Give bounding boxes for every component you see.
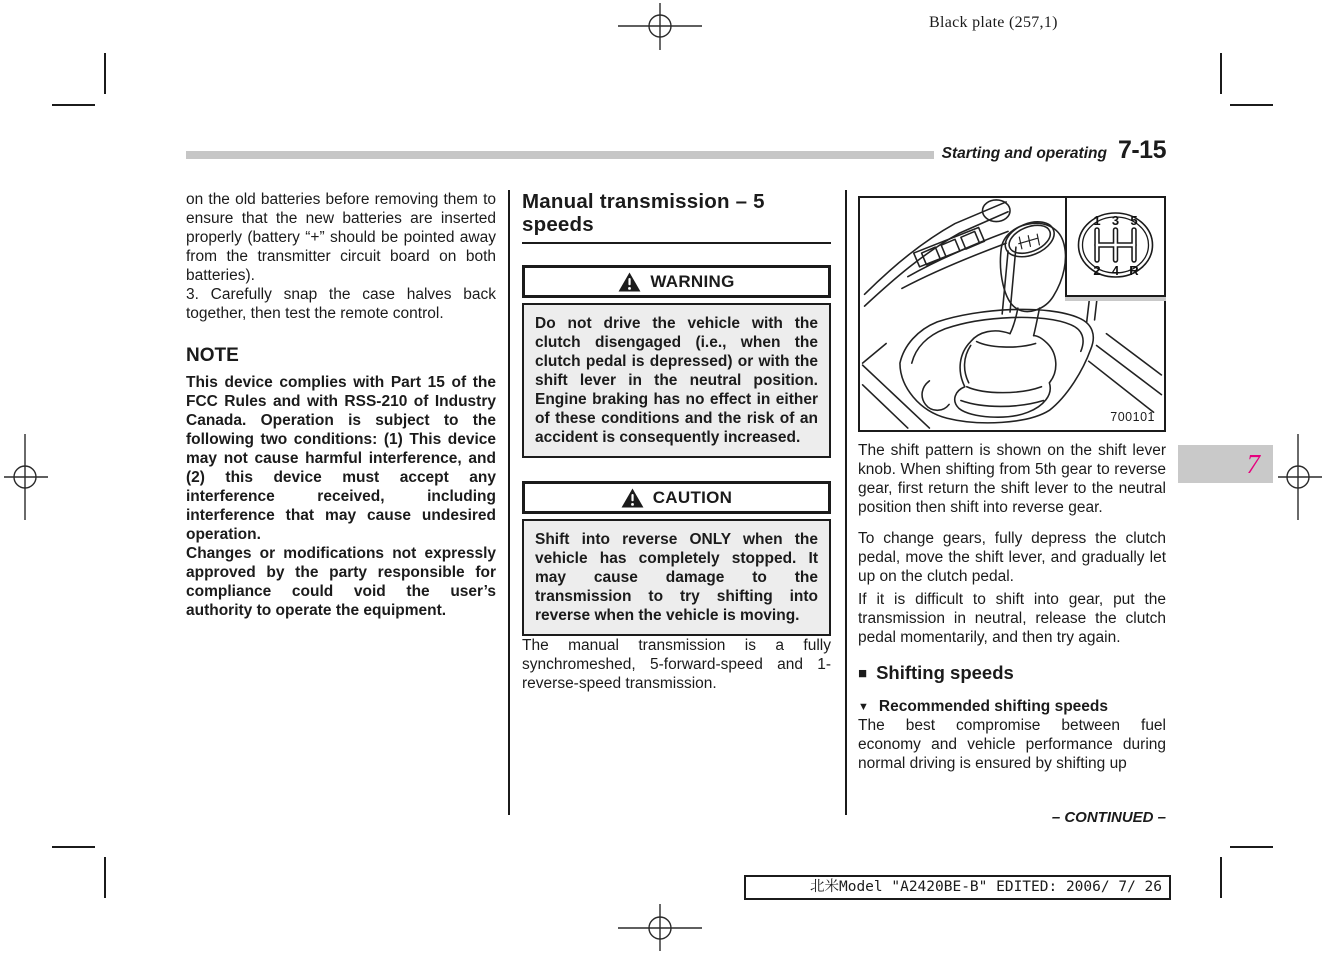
recommended-heading-row xyxy=(858,698,1166,716)
header-page-number: 7-15 xyxy=(1117,136,1166,164)
section-heading: Manual transmission – 5 speeds xyxy=(522,190,831,244)
warning-triangle-icon xyxy=(618,272,641,292)
gear-3-label: 3 xyxy=(1111,213,1120,228)
registration-mark-bottom xyxy=(618,904,702,951)
header-rule xyxy=(186,151,934,159)
paragraph-change-gears: To change gears, fully depress the clutch pedal, move the shift lever, and gradually let up on the clutch pedal. xyxy=(858,530,1166,585)
shift-pattern-inset xyxy=(1065,196,1166,297)
crop-mark-bottom-right-h xyxy=(1230,846,1273,848)
gear-1-label: 1 xyxy=(1093,213,1101,228)
crop-mark-top-right-v xyxy=(1220,53,1222,94)
registration-mark-left xyxy=(4,434,48,520)
subsection-triangle-icon: ▼ xyxy=(858,700,869,713)
registration-mark-right xyxy=(1278,434,1322,520)
column-divider-left xyxy=(508,190,510,815)
column-divider-right xyxy=(845,190,847,815)
chapter-tab xyxy=(1178,445,1273,483)
crop-mark-top-right-h xyxy=(1230,104,1273,106)
left-column xyxy=(186,190,496,620)
gear-4-label: 4 xyxy=(1111,263,1120,278)
gear-r-label: R xyxy=(1129,263,1139,278)
plate-note: Black plate (257,1) xyxy=(929,14,1058,31)
gear-5-label: 5 xyxy=(1130,213,1138,228)
page-header xyxy=(942,136,1166,165)
caution-body: Shift into reverse ONLY when the vehicle has completely stopped. It may cause damage to the transmission to try shifting into reverse when the vehicle is moving. xyxy=(522,519,831,636)
caution-triangle-icon xyxy=(621,488,644,508)
paragraph-difficult-shift: If it is difficult to shift into gear, put the transmission in neutral, release the clutch pedal momentarily, and then try again. xyxy=(858,591,1166,646)
caution-label: CAUTION xyxy=(652,487,733,507)
shift-pattern-diagram xyxy=(1067,198,1164,295)
chapter-number: 7 xyxy=(1246,448,1260,479)
shift-lever-figure xyxy=(858,196,1166,432)
crop-mark-top-left-h xyxy=(52,104,95,106)
gear-2-label: 2 xyxy=(1093,263,1101,278)
shifting-speeds-heading-row xyxy=(858,662,1166,684)
paragraph-battery-note: on the old batteries before removing them to ensure that the new batteries are inserted properly (battery “+” should be pointed away from the transmitter circuit board on both batteries). xyxy=(186,191,496,284)
note-paragraph-fcc: This device complies with Part 15 of the FCC Rules and with RSS-210 of Industry Canada. Operation is subject to the following two conditions: (1) This device may not cause harmful interference, and (2) this device must accept any interference received, including interference that may cause undesired operation. xyxy=(186,374,496,543)
note-heading: NOTE xyxy=(186,345,239,366)
paragraph-best-compromise: The best compromise between fuel economy and vehicle performance during normal driving is ensured by shifting up xyxy=(858,717,1166,772)
paragraph-synchromesh: The manual transmission is a fully synchromeshed, 5-forward-speed and 1-reverse-speed transmission. xyxy=(522,637,831,692)
figure-code: 700101 xyxy=(1110,410,1155,424)
crop-mark-bottom-left-h xyxy=(52,846,95,848)
inset-shadow xyxy=(1065,297,1166,301)
paragraph-step3: 3. Carefully snap the case halves back together, then test the remote control. xyxy=(186,286,496,322)
continued-label: – CONTINUED – xyxy=(1051,809,1166,826)
shifting-speeds-heading: Shifting speeds xyxy=(876,662,1014,683)
registration-mark-top xyxy=(618,3,702,50)
crop-mark-bottom-left-v xyxy=(104,857,106,898)
crop-mark-top-left-v xyxy=(104,53,106,94)
footer-stamp: 北米Model "A2420BE-B" EDITED: 2006/ 7/ 26 xyxy=(744,875,1171,900)
paragraph-shift-pattern: The shift pattern is shown on the shift lever knob. When shifting from 5th gear to reverse gear, first return the shift lever to the neutral position then shift into reverse gear. xyxy=(858,442,1166,516)
header-section-title: Starting and operating xyxy=(941,145,1107,162)
warning-body: Do not drive the vehicle with the clutch disengaged (i.e., when the clutch pedal is depressed) or with the shift lever in the neutral position. Engine braking has no effect in either of these conditions and the risk of an accident is consequently increased. xyxy=(522,303,831,458)
warning-label: WARNING xyxy=(650,271,735,291)
recommended-shifting-heading: Recommended shifting speeds xyxy=(878,698,1108,715)
right-column xyxy=(858,196,1166,773)
warning-header xyxy=(522,265,831,298)
crop-mark-bottom-right-v xyxy=(1220,857,1222,898)
section-square-icon: ■ xyxy=(858,664,868,682)
caution-header xyxy=(522,481,831,514)
middle-column xyxy=(522,190,831,693)
note-paragraph-changes: Changes or modifications not expressly approved by the party responsible for compliance could void the user’s authority to operate the equipment. xyxy=(186,545,496,619)
